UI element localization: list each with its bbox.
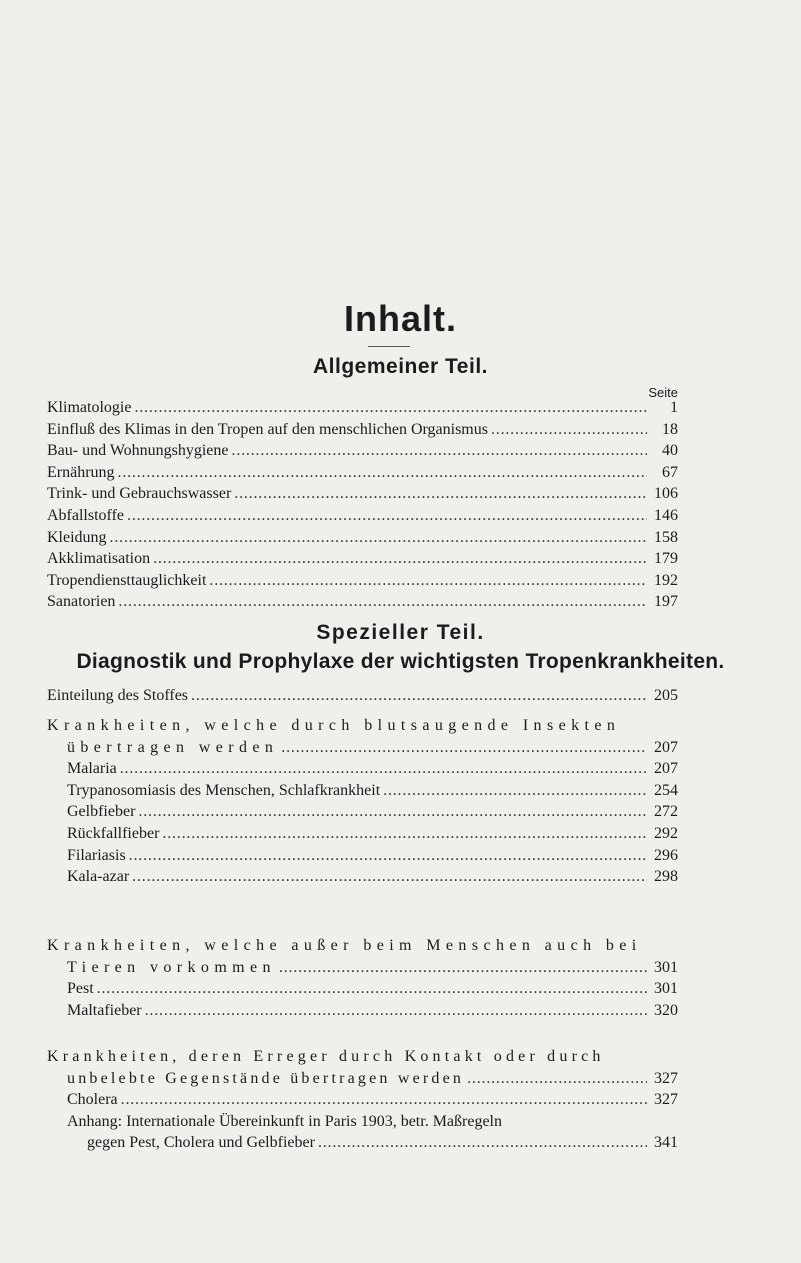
part1-heading: Allgemeiner Teil.	[313, 355, 488, 378]
group-heading-entry: übertragen werden . . . 207	[47, 737, 678, 759]
title-rule	[368, 346, 410, 347]
toc-entry: Klimatologie . . . 1	[47, 397, 678, 419]
toc-entry: Ernährung . . . 67	[47, 462, 678, 484]
page-column-label: Seite	[648, 385, 678, 400]
toc-entry: Akklimatisation . . . 179	[47, 548, 678, 570]
toc-entry: Malaria . . . 207	[47, 758, 678, 780]
toc-group-contact	[47, 1046, 678, 1154]
toc-entry: Maltafieber . . . 320	[47, 1000, 678, 1022]
toc-entry: Pest . . . 301	[47, 978, 678, 1000]
toc-entry: Kleidung . . . 158	[47, 527, 678, 549]
toc-entry: Einfluß des Klimas in den Tropen auf den menschlichen Organismus . . . 18	[47, 419, 678, 441]
group-heading-line: Krankheiten, deren Erreger durch Kontakt oder durch	[47, 1048, 605, 1065]
page-title: Inhalt.	[344, 298, 457, 339]
toc-entry: Abfallstoffe . . . 146	[47, 505, 678, 527]
annex-line: Anhang: Internationale Übereinkunft in Paris 1903, betr. Maßregeln	[67, 1112, 502, 1130]
toc-entry: Rückfallfieber . . . 292	[47, 823, 678, 845]
toc-entry: Filariasis . . . 296	[47, 845, 678, 867]
toc-entry: Einteilung des Stoffes . . . 205	[47, 685, 678, 707]
group-heading-entry: unbelebte Gegenstände übertragen werden . . . 327	[47, 1068, 678, 1090]
toc-entry: Gelbfieber . . . 272	[47, 801, 678, 823]
part1-toc	[47, 397, 678, 613]
toc-entry: Bau- und Wohnungshygiene . . . 40	[47, 440, 678, 462]
part2-heading: Spezieller Teil.	[316, 621, 485, 644]
part2-intro	[47, 685, 678, 707]
part2-subheading: Diagnostik und Prophylaxe der wichtigsten Tropenkrankheiten.	[76, 650, 725, 673]
toc-entry: Sanatorien . . . 197	[47, 591, 678, 613]
toc-entry: Trypanosomiasis des Menschen, Schlafkrankheit . . . 254	[47, 780, 678, 802]
toc-entry: Trink- und Gebrauchswasser . . . 106	[47, 483, 678, 505]
annex-entry: gegen Pest, Cholera und Gelbfieber . . . 341	[47, 1132, 678, 1154]
group-heading-entry: Tieren vorkommen . . . 301	[47, 957, 678, 979]
toc-entry: Kala-azar . . . 298	[47, 866, 678, 888]
group-heading-line: Krankheiten, welche außer beim Menschen auch bei	[47, 937, 642, 954]
toc-group-animals	[47, 935, 678, 1021]
group-heading-line: Krankheiten, welche durch blutsaugende Insekten	[47, 717, 621, 734]
toc-entry: Cholera . . . 327	[47, 1089, 678, 1111]
toc-group-insects	[47, 715, 678, 888]
toc-entry: Tropendiensttauglichkeit . . . 192	[47, 570, 678, 592]
